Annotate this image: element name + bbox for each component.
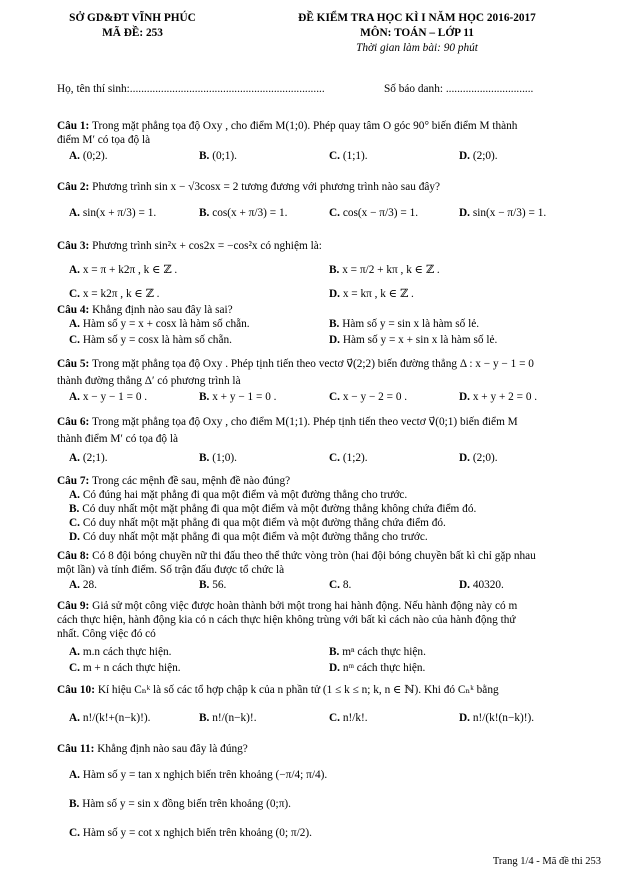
option-b-text: Có duy nhất một mặt phẳng đi qua một điểm và một đường thẳng không chứa điểm đó.	[82, 503, 477, 515]
option-d: D. Có duy nhất một mặt phẳng đi qua một điểm và một đường thẳng cho trước.	[69, 531, 428, 543]
option-d: D. nᵐ cách thực hiện.	[329, 662, 426, 674]
page-footer: Trang 1/4 - Mã đề thi 253	[492, 856, 601, 867]
option-a-text: sin(x + π/3) = 1.	[82, 207, 157, 219]
time-limit: Thời gian làm bài: 90 phút	[356, 42, 478, 54]
candidate-id-field: Số báo danh: ...............................	[384, 83, 534, 95]
option-c: C. m + n cách thực hiện.	[69, 662, 181, 674]
option-d: D. x + y + 2 = 0 .	[459, 391, 538, 403]
option-b-text: mⁿ cách thực hiện.	[342, 646, 426, 658]
option-c-text: m + n cách thực hiện.	[82, 662, 181, 674]
option-c-text: n!/k!.	[342, 712, 368, 724]
option-a-text: Hàm số y = x + cosx là hàm số chẵn.	[82, 318, 250, 330]
option-c-text: x − y − 2 = 0 .	[342, 391, 408, 403]
option-c: C. n!/k!.	[329, 712, 368, 724]
question-text-cont: cách thực hiện, hành động kia có n cách thực hiện không trùng với bất kì cách nào của hành động thứ	[57, 614, 516, 626]
question-text: Trong các mệnh đề sau, mệnh đề nào đúng?	[91, 475, 291, 487]
question-label: Câu 4:	[57, 304, 90, 316]
option-c: C. (1;1).	[329, 150, 368, 162]
option-d-text: n!/(k!(n−k)!).	[472, 712, 535, 724]
option-b-text: (0;1).	[212, 150, 237, 162]
option-a: A. Có đúng hai mặt phẳng đi qua một điểm và một đường thẳng cho trước.	[69, 489, 408, 501]
option-b: B. (1;0).	[199, 452, 237, 464]
question-text: Kí hiệu Cₙᵏ là số các tổ hợp chập k của n phần tử (1 ≤ k ≤ n; k, n ∈ ℕ). Khi đó Cₙᵏ bằng	[97, 684, 499, 696]
option-b-text: (1;0).	[212, 452, 237, 464]
option-a-text: 28.	[82, 579, 97, 591]
option-a: A. Hàm số y = tan x nghịch biến trên khoảng (−π/4; π/4).	[69, 769, 328, 781]
option-d: D. (2;0).	[459, 150, 498, 162]
option-a-text: n!/(k!+(n−k)!).	[82, 712, 151, 724]
option-a-text: (2;1).	[82, 452, 108, 464]
option-b: B. 56.	[199, 579, 227, 591]
option-c-text: (1;2).	[342, 452, 368, 464]
option-d-text: (2;0).	[472, 452, 498, 464]
candidate-name-field: Họ, tên thí sinh:.....................................................................	[57, 83, 325, 95]
option-d-text: sin(x − π/3) = 1.	[472, 207, 547, 219]
option-b-text: x + y − 1 = 0 .	[212, 391, 277, 403]
option-b: B. n!/(n−k)!.	[199, 712, 257, 724]
option-a: A. n!/(k!+(n−k)!).	[69, 712, 151, 724]
question-text: Có 8 đội bóng chuyền nữ thi đấu theo thể thức vòng tròn (hai đội bóng chuyền bất kì chỉ gặp nhau	[92, 550, 536, 562]
option-c: C. Hàm số y = cot x nghịch biến trên khoảng (0; π/2).	[69, 827, 312, 839]
option-a: A. 28.	[69, 579, 97, 591]
option-b: B. Hàm số y = sin x đồng biến trên khoảng (0;π).	[69, 798, 291, 810]
question-text: Trong mặt phẳng tọa độ Oxy , cho điểm M(1;1). Phép tịnh tiến theo vectơ v⃗(0;1) biến điểm M	[91, 416, 518, 428]
option-b: B. cos(x + π/3) = 1.	[199, 207, 288, 219]
option-c: C. (1;2).	[329, 452, 368, 464]
question-label: Câu 5:	[57, 358, 90, 370]
question-text-cont: thành điểm M′ có tọa độ là	[57, 433, 179, 445]
option-d: D. sin(x − π/3) = 1.	[459, 207, 547, 219]
option-c: C. Hàm số y = cosx là hàm số chẵn.	[69, 334, 232, 346]
option-b: B. mⁿ cách thực hiện.	[329, 646, 426, 658]
option-a: A. x = π + k2π , k ∈ ℤ .	[69, 264, 178, 276]
question-label: Câu 9:	[57, 600, 90, 612]
question-label: Câu 11:	[57, 743, 95, 755]
option-b-text: cos(x + π/3) = 1.	[212, 207, 288, 219]
question-text-cont: thành đường thẳng Δ′ có phương trình là	[57, 375, 241, 387]
question-label: Câu 2:	[57, 181, 90, 193]
question-label: Câu 10:	[57, 684, 95, 696]
option-a-text: (0;2).	[82, 150, 108, 162]
option-c-text: Có duy nhất một mặt phẳng đi qua một điểm và một đường thẳng chứa điểm đó.	[82, 517, 446, 529]
department-name: SỞ GD&ĐT VĨNH PHÚC	[69, 12, 196, 24]
option-d: D. 40320.	[459, 579, 504, 591]
option-d: D. x = kπ , k ∈ ℤ .	[329, 288, 414, 300]
option-a: A. (0;2).	[69, 150, 108, 162]
question-text-cont: một lần) và tính điểm. Số trận đấu được tổ chức là	[57, 564, 285, 576]
exam-code: MÃ ĐỀ: 253	[102, 27, 163, 39]
option-a-text: Hàm số y = tan x nghịch biến trên khoảng (−π/4; π/4).	[82, 769, 328, 781]
option-c: C. x = k2π , k ∈ ℤ .	[69, 288, 160, 300]
question-text: Trong mặt phẳng tọa độ Oxy . Phép tịnh tiến theo vectơ v⃗(2;2) biến đường thẳng Δ : x − y − 1 = 0	[91, 358, 534, 370]
exam-title: ĐỀ KIỂM TRA HỌC KÌ I NĂM HỌC 2016-2017	[298, 12, 536, 24]
question-text: Phương trình sin²x + cos2x = −cos²x có nghiệm là:	[92, 240, 322, 252]
option-a: A. x − y − 1 = 0 .	[69, 391, 148, 403]
subject-line: MÔN: TOÁN – LỚP 11	[360, 27, 474, 39]
option-c: C. 8.	[329, 579, 352, 591]
question-text: Khẳng định nào sau đây là đúng?	[97, 743, 248, 755]
option-d-text: Hàm số y = x + sin x là hàm số lẻ.	[342, 334, 498, 346]
question-label: Câu 6:	[57, 416, 90, 428]
option-c: C. cos(x − π/3) = 1.	[329, 207, 419, 219]
option-a: A. Hàm số y = x + cosx là hàm số chẵn.	[69, 318, 250, 330]
question-label: Câu 7:	[57, 475, 90, 487]
option-a: A. (2;1).	[69, 452, 108, 464]
option-b: B. (0;1).	[199, 150, 237, 162]
question-text: Khẳng định nào sau đây là sai?	[92, 304, 233, 316]
option-c-text: (1;1).	[342, 150, 368, 162]
option-c-text: 8.	[342, 579, 352, 591]
question-text: Phương trình sin x − √3cosx = 2 tương đương với phương trình nào sau đây?	[92, 181, 441, 193]
question-text: Trong mặt phẳng tọa độ Oxy , cho điểm M(1;0). Phép quay tâm O góc 90° biến điểm M thành	[91, 120, 518, 132]
option-b-text: n!/(n−k)!.	[212, 712, 257, 724]
option-a-text: x = π + k2π , k ∈ ℤ .	[82, 264, 178, 276]
option-a-text: x − y − 1 = 0 .	[82, 391, 148, 403]
option-a: A. sin(x + π/3) = 1.	[69, 207, 157, 219]
question-label: Câu 8:	[57, 550, 90, 562]
option-d-text: 40320.	[472, 579, 504, 591]
option-b: B. x = π/2 + kπ , k ∈ ℤ .	[329, 264, 440, 276]
option-d-text: Có duy nhất một mặt phẳng đi qua một điểm và một đường thẳng cho trước.	[82, 531, 428, 543]
option-d: D. Hàm số y = x + sin x là hàm số lẻ.	[329, 334, 498, 346]
option-d-text: x + y + 2 = 0 .	[472, 391, 538, 403]
option-d-text: (2;0).	[472, 150, 498, 162]
option-b: B. x + y − 1 = 0 .	[199, 391, 277, 403]
option-b-text: 56.	[212, 579, 227, 591]
option-a-text: Có đúng hai mặt phẳng đi qua một điểm và một đường thẳng cho trước.	[82, 489, 408, 501]
question-label: Câu 3:	[57, 240, 90, 252]
option-b-text: Hàm số y = sin x là hàm số lẻ.	[342, 318, 480, 330]
option-a: A. m.n cách thực hiện.	[69, 646, 172, 658]
option-c-text: cos(x − π/3) = 1.	[342, 207, 419, 219]
option-d-text: nᵐ cách thực hiện.	[342, 662, 426, 674]
question-text-cont: nhất. Công việc đó có	[57, 628, 156, 640]
option-c-text: x = k2π , k ∈ ℤ .	[82, 288, 160, 300]
option-d-text: x = kπ , k ∈ ℤ .	[342, 288, 414, 300]
option-b: B. Hàm số y = sin x là hàm số lẻ.	[329, 318, 480, 330]
option-c: C. Có duy nhất một mặt phẳng đi qua một điểm và một đường thẳng chứa điểm đó.	[69, 517, 446, 529]
option-c-text: Hàm số y = cosx là hàm số chẵn.	[82, 334, 232, 346]
question-text: Giả sử một công việc được hoàn thành bởi một trong hai hành động. Nếu hành động này có m	[92, 600, 518, 612]
option-b-text: Hàm số y = sin x đồng biến trên khoảng (0;π).	[82, 798, 291, 810]
option-d: D. (2;0).	[459, 452, 498, 464]
option-c-text: Hàm số y = cot x nghịch biến trên khoảng (0; π/2).	[82, 827, 312, 839]
option-b-text: x = π/2 + kπ , k ∈ ℤ .	[342, 264, 440, 276]
option-a-text: m.n cách thực hiện.	[82, 646, 172, 658]
option-b: B. Có duy nhất một mặt phẳng đi qua một điểm và một đường thẳng không chứa điểm đó.	[69, 503, 477, 515]
question-text-cont: điểm M′ có tọa độ là	[57, 134, 151, 146]
question-label: Câu 1:	[57, 120, 90, 132]
option-c: C. x − y − 2 = 0 .	[329, 391, 408, 403]
option-d: D. n!/(k!(n−k)!).	[459, 712, 535, 724]
